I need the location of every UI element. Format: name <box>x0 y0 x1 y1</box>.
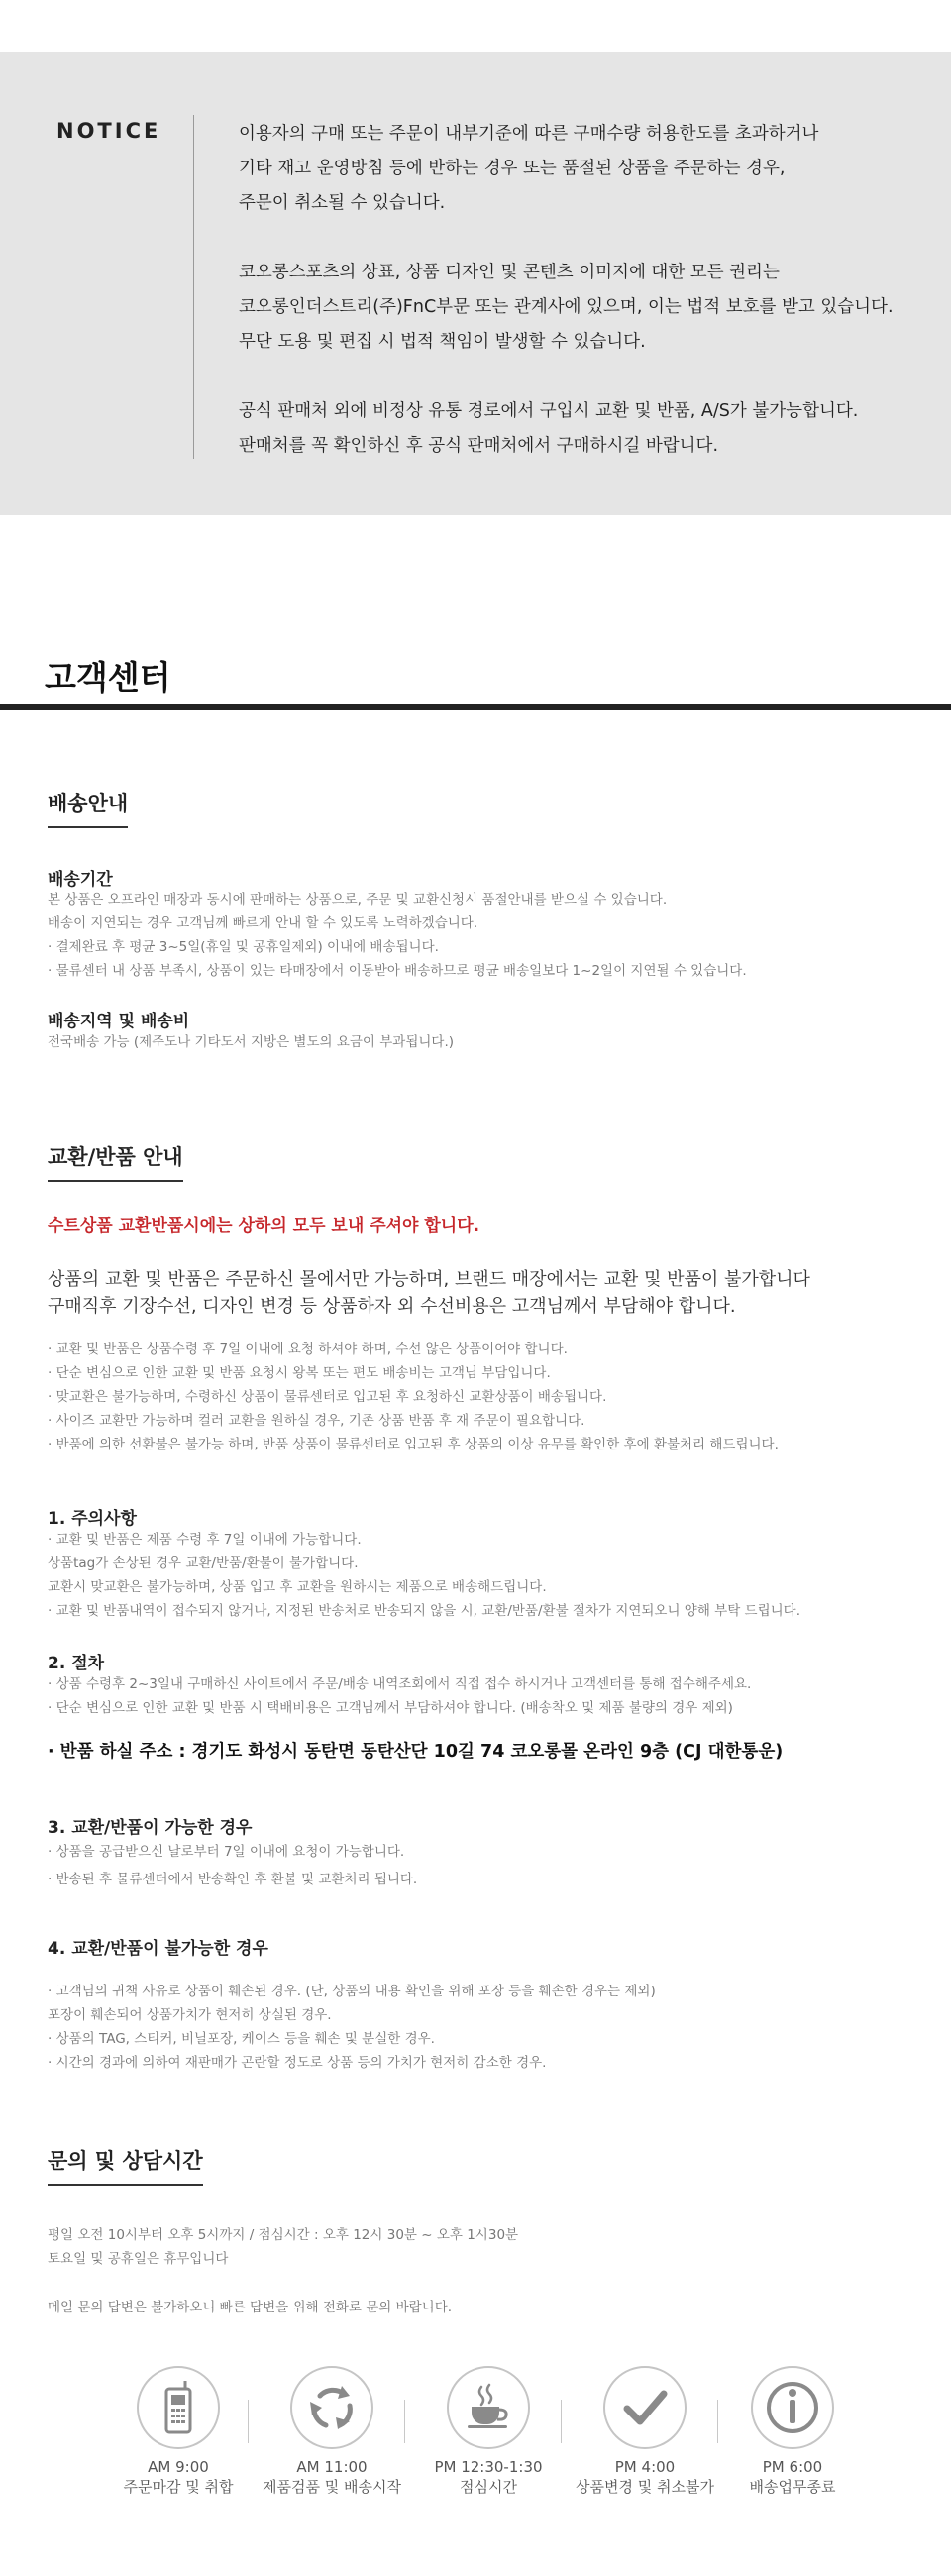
list-item: · 사이즈 교환만 가능하며 컬러 교환을 원하실 경우, 기존 상품 반품 후 재 주문이 필요합니다. <box>48 1413 585 1429</box>
schedule-time: AM 9:00 <box>148 2458 209 2476</box>
notice-line: 코오롱인더스트리(주)FnC부문 또는 관계사에 있으며, 이는 법적 보호를 받고 있습니다. <box>239 297 894 317</box>
possible-cases-title: 3. 교환/반품이 가능한 경우 <box>48 1818 253 1838</box>
text-line: · 단순 변심으로 인한 교환 및 반품 시 택배비용은 고객님께서 부담하셔야 합니다. (배송착오 및 제품 불량의 경우 제외) <box>48 1700 733 1716</box>
shipping-section-title: 배송안내 <box>48 788 128 828</box>
text-line: · 물류센터 내 상품 부족시, 상품이 있는 타매장에서 이동받아 배송하므로 평균 배송일보다 1~2일이 지연될 수 있습니다. <box>48 963 747 979</box>
caution-text <box>48 1528 919 1623</box>
inquiry-mail-note <box>48 2296 919 2319</box>
schedule-desc: 점심시간 <box>460 2478 517 2496</box>
text-line: 토요일 및 공휴일은 휴무입니다 <box>48 2251 229 2267</box>
text-line: 포장이 훼손되어 상품가치가 현저히 상실된 경우. <box>48 2007 332 2023</box>
text-line: · 교환 및 반품은 제품 수령 후 7일 이내에 가능합니다. <box>48 1532 362 1548</box>
procedure-title: 2. 절차 <box>48 1654 105 1673</box>
text-line: · 상품 수령후 2~3일내 구매하신 사이트에서 주문/배송 내역조회에서 직접 접수 하시거나 고객센터를 통해 접수해주세요. <box>48 1676 752 1692</box>
schedule-time: PM 6:00 <box>762 2458 823 2476</box>
schedule-time: PM 12:30-1:30 <box>434 2458 543 2476</box>
text-line: · 고객님의 귀책 사유로 상품이 훼손된 경우. (단, 상품의 내용 확인을 위해 포장 등을 훼손한 경우는 제외) <box>48 1984 656 1999</box>
shipping-region-title: 배송지역 및 배송비 <box>48 1012 190 1031</box>
daily-schedule-timeline <box>99 2366 872 2515</box>
text-line: · 상품의 TAG, 스티커, 비닐포장, 케이스 등을 훼손 및 분실한 경우. <box>48 2031 435 2047</box>
list-item: · 맞교환은 불가능하며, 수령하신 상품이 물류센터로 입고된 후 요청하신 교환상품이 배송됩니다. <box>48 1389 607 1405</box>
schedule-item <box>253 2366 411 2497</box>
text-line: 구매직후 기장수선, 디자인 변경 등 상품하자 외 수선비용은 고객님께서 부담해야 합니다. <box>48 1296 736 1317</box>
notice-divider <box>193 115 194 459</box>
notice-body <box>239 117 922 498</box>
text-line: 상품tag가 손상된 경우 교환/반품/환불이 불가합니다. <box>48 1556 359 1571</box>
schedule-desc: 주문마감 및 취합 <box>123 2478 234 2496</box>
notice-line: 기타 재고 운영방침 등에 반하는 경우 또는 품절된 상품을 주문하는 경우, <box>239 159 786 178</box>
list-item: · 단순 변심으로 인한 교환 및 반품 요청시 왕복 또는 편도 배송비는 고객님 부담입니다. <box>48 1365 551 1381</box>
text-line: · 반송된 후 물류센터에서 반송확인 후 환불 및 교환처리 됩니다. <box>48 1872 418 1887</box>
notice-section <box>0 52 951 515</box>
procedure-text <box>48 1672 919 1720</box>
checkmark-icon <box>603 2366 687 2449</box>
inquiry-hours-text <box>48 2223 919 2271</box>
recycle-icon <box>290 2366 373 2449</box>
notice-line: 판매처를 꼭 확인하신 후 공식 판매처에서 구매하시길 바랍니다. <box>239 436 719 456</box>
notice-line: 코오롱스포츠의 상표, 상품 디자인 및 콘텐츠 이미지에 대한 모든 권리는 <box>239 263 780 282</box>
exchange-main-text <box>48 1266 810 1320</box>
schedule-desc: 제품검품 및 배송시작 <box>263 2478 401 2496</box>
schedule-item <box>409 2366 568 2497</box>
text-line: 배송이 지연되는 경우 고객님께 빠르게 안내 할 수 있도록 노력하겠습니다. <box>48 915 478 931</box>
phone-icon <box>137 2366 220 2449</box>
schedule-item <box>566 2366 724 2497</box>
schedule-item <box>99 2366 258 2497</box>
schedule-item <box>713 2366 872 2497</box>
text-line: 교환시 맞교환은 불가능하며, 상품 입고 후 교환을 원하시는 제품으로 배송해드립니다. <box>48 1579 547 1595</box>
exchange-bullets <box>48 1338 919 1456</box>
list-item: · 교환 및 반품은 상품수령 후 7일 이내에 요청 하셔야 하며, 수선 않은 상품이어야 합니다. <box>48 1342 568 1357</box>
possible-cases-text <box>48 1838 919 1893</box>
text-line: 본 상품은 오프라인 매장과 동시에 판매하는 상품으로, 주문 및 교환신청시 품절안내를 받으실 수 있습니다. <box>48 892 668 908</box>
return-address: · 반품 하실 주소 : 경기도 화성시 동탄면 동탄산단 10길 74 코오롱몰 온라인 9층 (CJ 대한통운) <box>48 1738 783 1771</box>
notice-paragraph <box>239 256 922 360</box>
text-line: · 결제완료 후 평균 3~5일(휴일 및 공휴일제외) 이내에 배송됩니다. <box>48 939 439 955</box>
suit-return-warning: 수트상품 교환반품시에는 상하의 모두 보내 주셔야 합니다. <box>48 1216 480 1235</box>
schedule-time: PM 4:00 <box>614 2458 676 2476</box>
notice-label: NOTICE <box>56 119 161 143</box>
timeline-separator <box>404 2400 405 2443</box>
text-line: · 상품을 공급받으신 날로부터 7일 이내에 요청이 가능합니다. <box>48 1844 405 1860</box>
notice-line: 이용자의 구매 또는 주문이 내부기준에 따른 구매수량 허용한도를 초과하거나 <box>239 124 819 144</box>
notice-line: 공식 판매처 외에 비정상 유통 경로에서 구입시 교환 및 반품, A/S가 불가능합니다. <box>239 401 859 421</box>
schedule-desc: 상품변경 및 취소불가 <box>576 2478 714 2496</box>
caution-title: 1. 주의사항 <box>48 1509 137 1529</box>
notice-line: 주문이 취소될 수 있습니다. <box>239 193 446 213</box>
text-line: 메일 문의 답변은 불가하오니 빠른 답변을 위해 전화로 문의 바랍니다. <box>48 2300 453 2315</box>
text-line: · 시간의 경과에 의하여 재판매가 곤란할 정도로 상품 등의 가치가 현저히 감소한 경우. <box>48 2055 547 2071</box>
timeline-separator <box>561 2400 562 2443</box>
shipping-period-title: 배송기간 <box>48 870 113 890</box>
text-line: 전국배송 가능 (제주도나 기타도서 지방은 별도의 요금이 부과됩니다.) <box>48 1034 455 1050</box>
impossible-cases-text <box>48 1980 919 2075</box>
shipping-region-text <box>48 1030 919 1054</box>
customer-center-divider <box>0 704 951 710</box>
customer-center-title: 고객센터 <box>45 658 171 697</box>
text-line: 상품의 교환 및 반품은 주문하신 몰에서만 가능하며, 브랜드 매장에서는 교환 및 반품이 불가합니다 <box>48 1269 810 1290</box>
notice-line: 무단 도용 및 편집 시 법적 책임이 발생할 수 있습니다. <box>239 332 646 352</box>
schedule-desc: 배송업무종료 <box>749 2478 836 2496</box>
text-line: 평일 오전 10시부터 오후 5시까지 / 점심시간 : 오후 12시 30분 ~ 오후 1시30분 <box>48 2227 519 2243</box>
timeline-separator <box>248 2400 249 2443</box>
exchange-section-title: 교환/반품 안내 <box>48 1141 183 1182</box>
coffee-cup-icon <box>447 2366 530 2449</box>
list-item: · 반품에 의한 선환불은 불가능 하며, 반품 상품이 물류센터로 입고된 후 상품의 이상 유무를 확인한 후에 환불처리 해드립니다. <box>48 1437 779 1452</box>
text-line: · 교환 및 반품내역이 접수되지 않거나, 지정된 반송처로 반송되지 않을 시, 교환/반품/환불 절차가 지연되오니 양해 부탁 드립니다. <box>48 1603 801 1619</box>
notice-paragraph <box>239 394 922 464</box>
impossible-cases-title: 4. 교환/반품이 불가능한 경우 <box>48 1939 268 1959</box>
inquiry-section-title: 문의 및 상담시간 <box>48 2145 203 2186</box>
schedule-time: AM 11:00 <box>296 2458 368 2476</box>
info-icon <box>751 2366 834 2449</box>
shipping-period-text <box>48 888 919 983</box>
notice-paragraph <box>239 117 922 221</box>
